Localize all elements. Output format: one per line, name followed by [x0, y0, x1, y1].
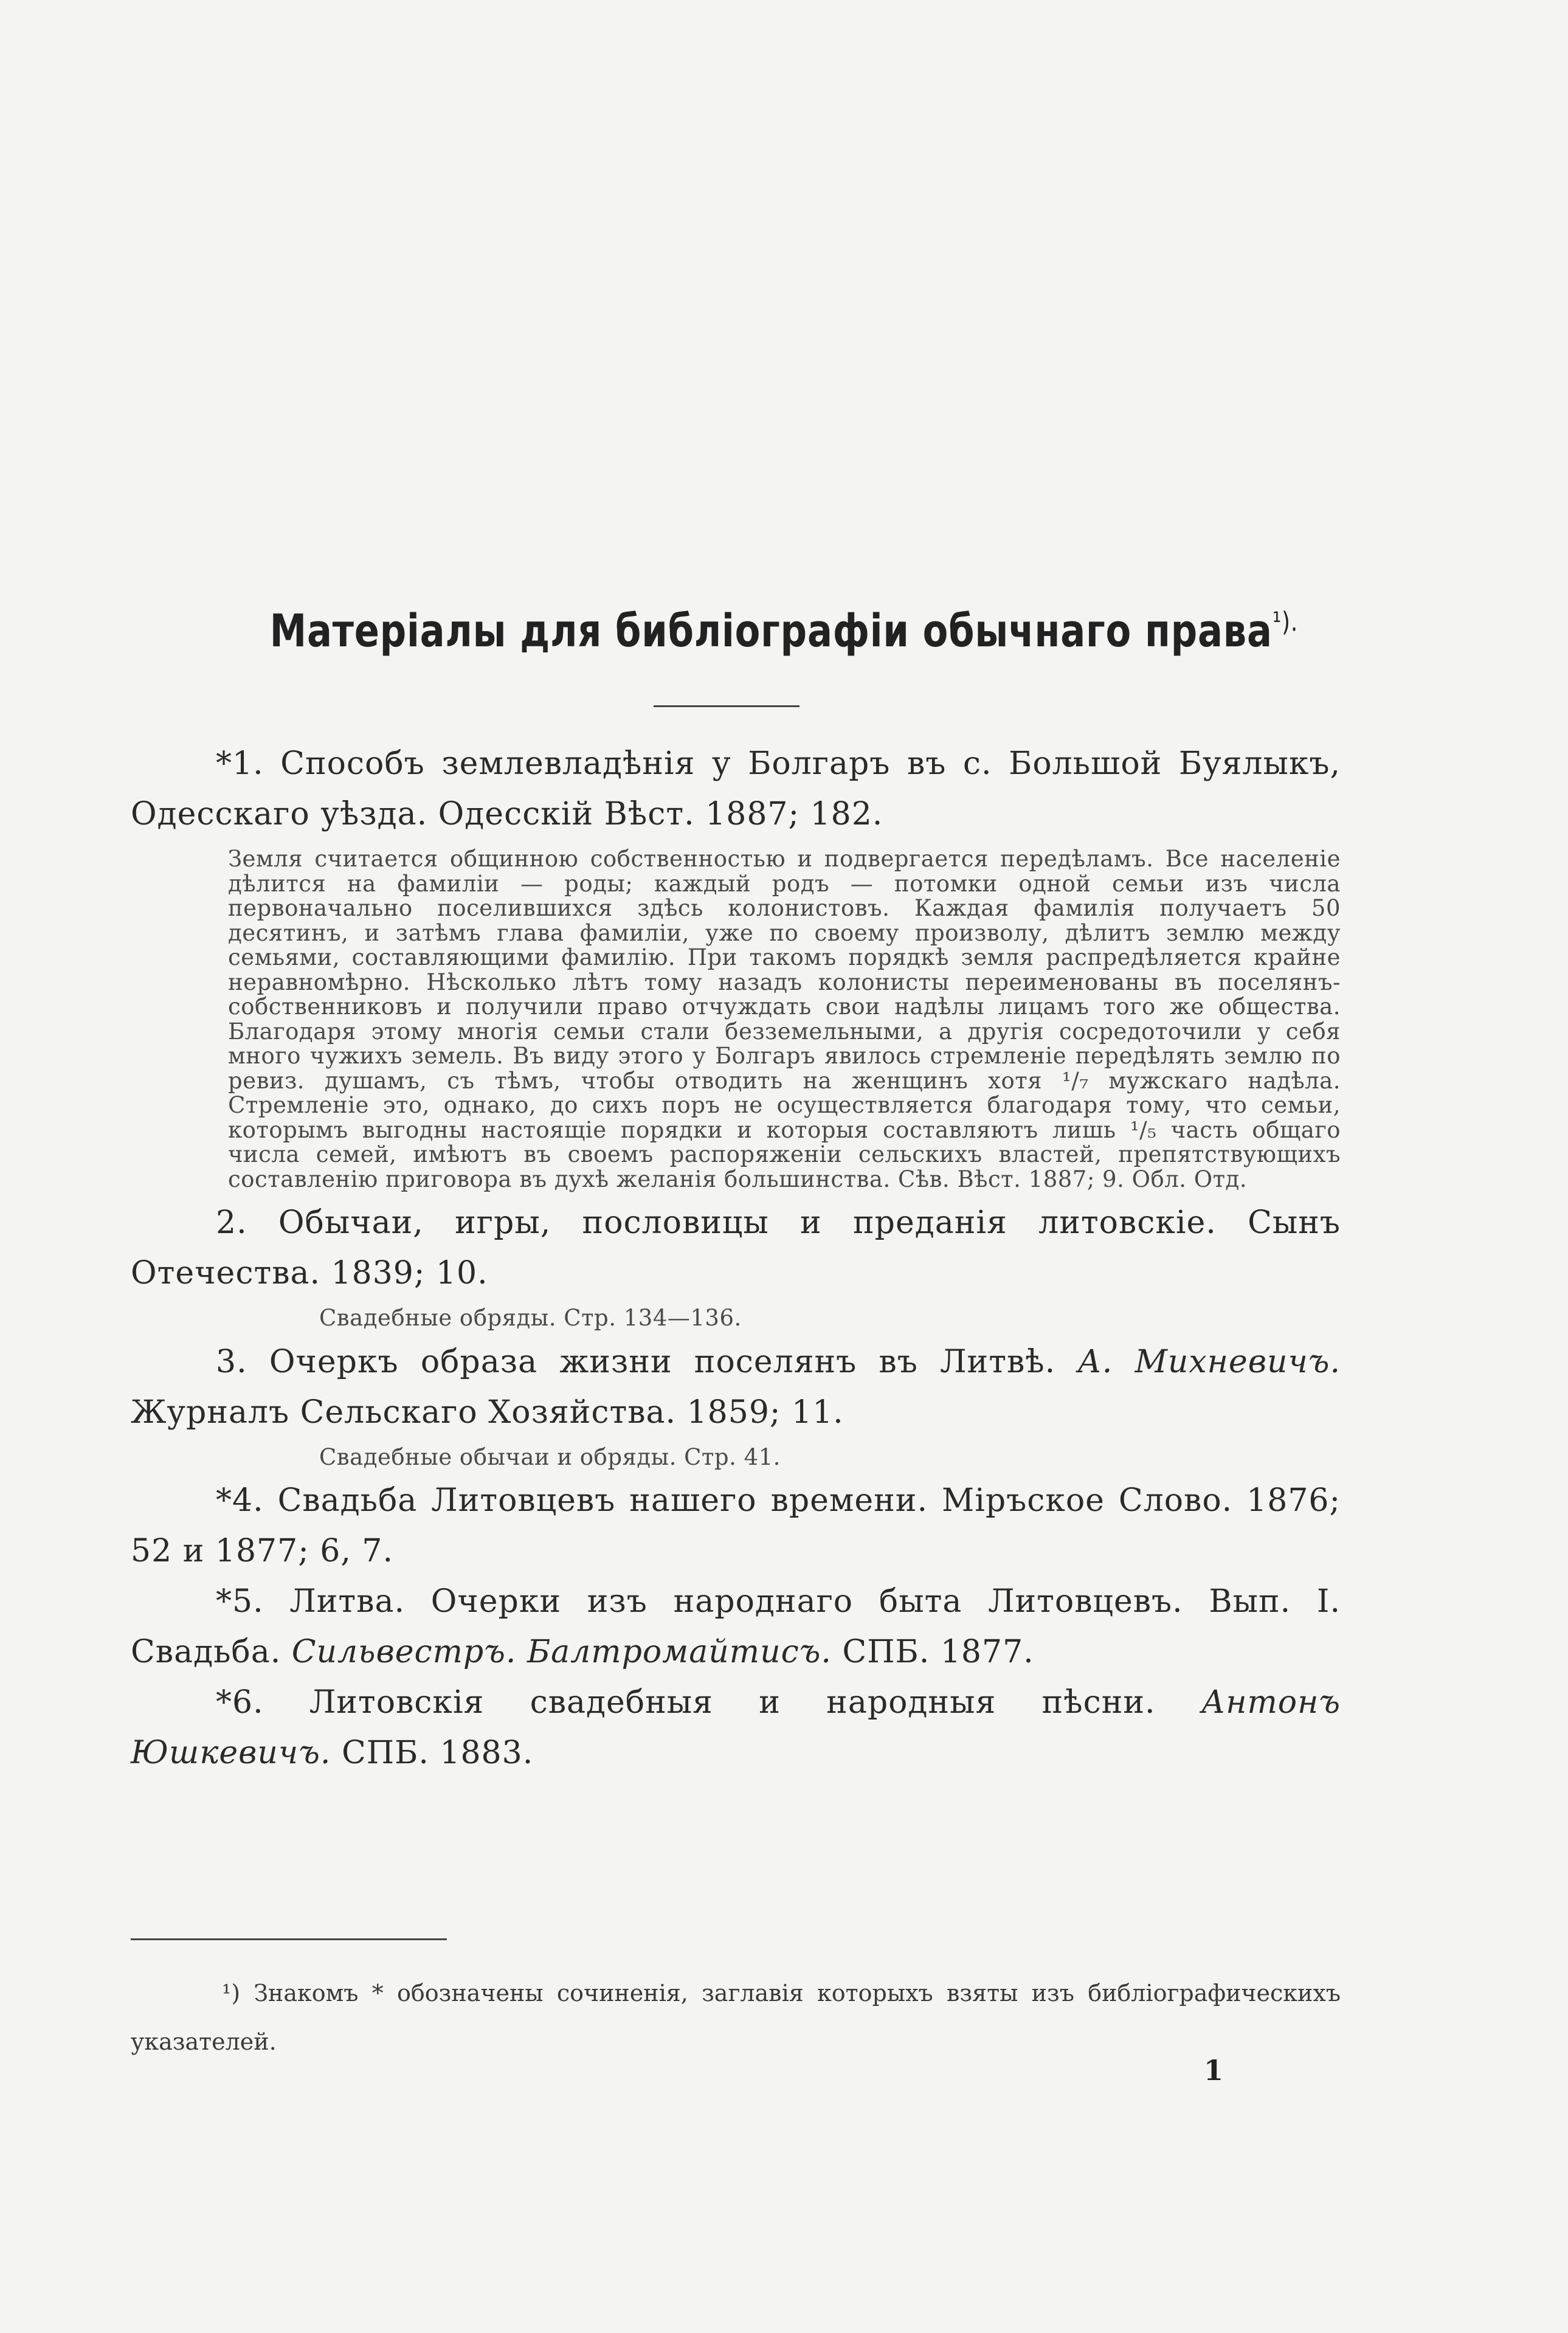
bibliography-entry-2: [131, 1198, 1341, 1299]
entry-5-author: Сильвестръ. Балтромайтисъ.: [291, 1634, 832, 1670]
entry-6-author: Антонъ Юшкевичъ.: [131, 1684, 1341, 1771]
title-divider: [654, 705, 800, 707]
entry-6-text: *6. Литовскія свадебныя и народныя пѣсни.: [216, 1684, 1156, 1721]
page-title: [141, 605, 1427, 657]
title-text: Матеріалы для библіографіи обычнаго права: [269, 605, 1273, 657]
page-number: 1: [1204, 2054, 1224, 2087]
bibliography-entry-4: [131, 1476, 1341, 1577]
bibliography-entry-3: [131, 1337, 1341, 1438]
entry-1-text: *1. Способъ землевладѣнія у Болгаръ въ с. Большой Буялыкъ, Одесскаго уѣзда. Одесскій Вѣст. 1887; 182.: [131, 745, 1341, 832]
entry-3-text: 3. Очеркъ образа жизни поселянъ въ Литвѣ.: [216, 1343, 1056, 1380]
entry-2-annotation: Свадебные обряды. Стр. 134—136.: [319, 1305, 742, 1331]
footnote: ¹) Знакомъ * обозначены сочиненія, заглавія которыхъ взяты изъ библіографическихъ указателей.: [131, 1980, 1341, 2055]
entry-3-author: А. Михневичъ.: [1077, 1343, 1341, 1380]
footnote-divider: [131, 1938, 447, 1940]
entry-5-source: СПБ. 1877.: [842, 1634, 1034, 1670]
entry-1-annotation: Земля считается общинною собственностью и подвергается передѣламъ. Все населеніе дѣлится на фамиліи — роды; каждый родъ — потомки одной семьи изъ числа первоначально поселившихся здѣсь колонистовъ. Каждая фамилія получаетъ 50 десятинъ, и затѣмъ глава фамиліи, уже по своему произволу, дѣлитъ землю между семьями, составляющими фамилію. При такомъ порядкѣ земля распредѣляется крайне неравномѣрно. Нѣсколько лѣтъ тому назадъ колонисты переименованы въ поселянъ-собственниковъ и получили право отчуждать свои надѣлы лицамъ того же общества. Благодаря этому многія семьи стали безземельными, а другія сосредоточили у себя много чужихъ земель. Въ виду этого у Болгаръ явилось стремленіе передѣлять землю по ревиз. душамъ, съ тѣмъ, чтобы отводить на женщинъ хотя ¹/₇ мужскаго надѣла. Стремленіе это, однако, до сихъ поръ не осуществляется благодаря тому, что семьи, которымъ выгодны настоящіе порядки и которыя составляютъ лишь ¹/₅ часть общаго числа семей, имѣютъ въ своемъ распоряженіи сельскихъ властей, препятствующихъ составленію приговора въ духѣ желанія большинства. Сѣв. Вѣст. 1887; 9. Обл. Отд.: [228, 846, 1341, 1192]
entry-3-annotation: Свадебные обычаи и обряды. Стр. 41.: [319, 1443, 781, 1470]
bibliography-entry-1: [131, 739, 1341, 840]
entry-6-source: СПБ. 1883.: [341, 1735, 534, 1771]
bibliography-entry-5: [131, 1577, 1341, 1678]
entry-3-source: Журналъ Сельскаго Хозяйства. 1859; 11.: [131, 1394, 844, 1431]
entry-2-text: 2. Обычаи, игры, пословицы и преданія литовскіе. Сынъ Отечества. 1839; 10.: [131, 1205, 1341, 1291]
bibliography-entry-6: [131, 1678, 1341, 1778]
entry-5-text: *5. Литва. Очерки изъ народнаго быта Литовцевъ. Вып. I. Свадьба.: [131, 1583, 1341, 1670]
bibliography-list: [131, 739, 1341, 1778]
title-footnote-mark: ¹).: [1272, 606, 1299, 638]
entry-4-text: *4. Свадьба Литовцевъ нашего времени. Міръское Слово. 1876; 52 и 1877; 6, 7.: [131, 1482, 1341, 1569]
